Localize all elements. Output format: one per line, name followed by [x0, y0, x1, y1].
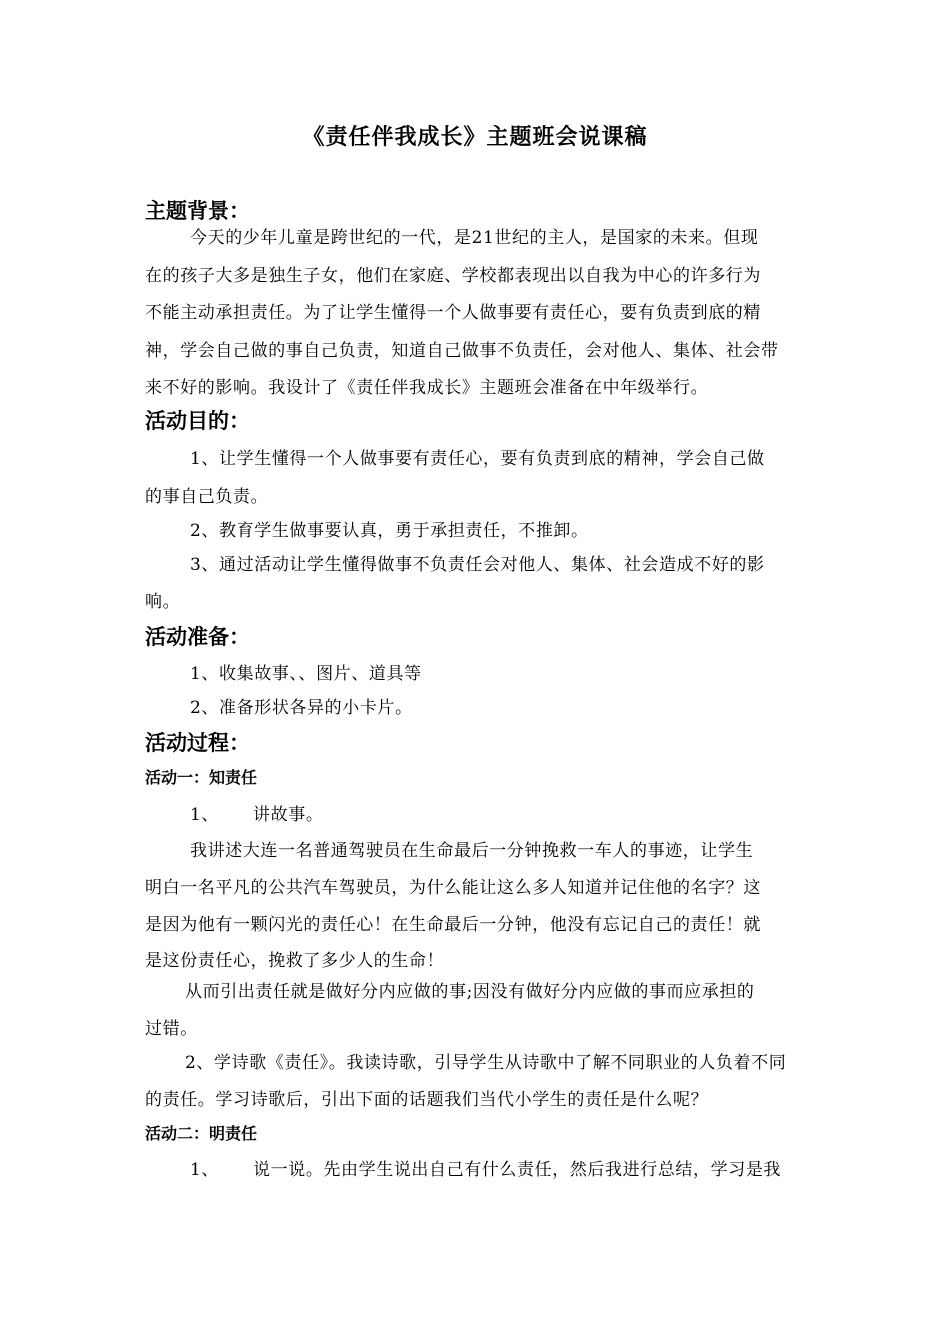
paragraph-line: 响。 [145, 592, 181, 612]
paragraph-line: 从而引出责任就是做好分内应做的事;因没有做好分内应做的事而应承担的 [185, 982, 755, 1002]
section-heading-preparation: 活动准备： [145, 625, 250, 649]
paragraph-line: 2、教育学生做事要认真，勇于承担责任，不推卸。 [190, 521, 589, 541]
list-item [145, 800, 855, 825]
list-item [145, 1155, 855, 1180]
paragraph-line: 3、通过活动让学生懂得做事不负责任会对他人、集体、社会造成不好的影 [190, 555, 765, 575]
paragraph-line: 今天的少年儿童是跨世纪的一代，是21世纪的主人，是国家的未来。但现 [190, 228, 759, 248]
paragraph-line: 是这份责任心，挽救了多少人的生命！ [145, 951, 445, 971]
paragraph-line: 我讲述大连一名普通驾驶员在生命最后一分钟挽救一车人的事迹，让学生 [190, 841, 754, 861]
paragraph-line: 来不好的影响。我设计了《责任伴我成长》主题班会准备在中年级举行。 [145, 378, 709, 398]
section-heading-background: 主题背景： [145, 199, 250, 223]
list-item-text: 说一说。先由学生说出自己有什么责任，然后我进行总结，学习是我 [253, 1160, 782, 1180]
paragraph-line: 明白一名平凡的公共汽车驾驶员，为什么能让这么多人知道并记住他的名字？这 [145, 878, 761, 898]
paragraph-line: 1、收集故事、、图片、道具等 [190, 664, 422, 684]
paragraph-line: 神，学会自己做的事自己负责，知道自己做事不负责任，会对他人、集体、社会带 [145, 341, 779, 361]
list-item-text: 讲故事。 [253, 805, 324, 825]
list-item-number: 1、 [190, 805, 220, 825]
paragraph-line: 1、让学生懂得一个人做事要有责任心，要有负责到底的精神，学会自己做 [190, 449, 765, 469]
paragraph-line: 不能主动承担责任。为了让学生懂得一个人做事要有责任心，要有负责到底的精 [145, 303, 761, 323]
activity-heading-2: 活动二：明责任 [145, 1124, 258, 1143]
section-heading-purpose: 活动目的： [145, 409, 250, 433]
paragraph-line: 的事自己负责。 [145, 487, 269, 507]
paragraph-line: 在的孩子大多是独生子女，他们在家庭、学校都表现出以自我为中心的许多行为 [145, 266, 761, 286]
paragraph-line: 2、学诗歌《责任》。我读诗歌，引导学生从诗歌中了解不同职业的人负着不同 [185, 1053, 787, 1073]
paragraph-line: 的责任。学习诗歌后，引出下面的话题我们当代小学生的责任是什么呢？ [145, 1090, 709, 1110]
activity-heading-1: 活动一：知责任 [145, 768, 258, 787]
page-title: 《责任伴我成长》主题班会说课稿 [302, 125, 648, 150]
paragraph-line: 是因为他有一颗闪光的责任心！在生命最后一分钟，他没有忘记自己的责任！就 [145, 915, 761, 935]
paragraph-line: 过错。 [145, 1019, 198, 1039]
paragraph-line: 2、准备形状各异的小卡片。 [190, 698, 413, 718]
list-item-number: 1、 [190, 1160, 220, 1180]
section-heading-process: 活动过程： [145, 731, 250, 755]
